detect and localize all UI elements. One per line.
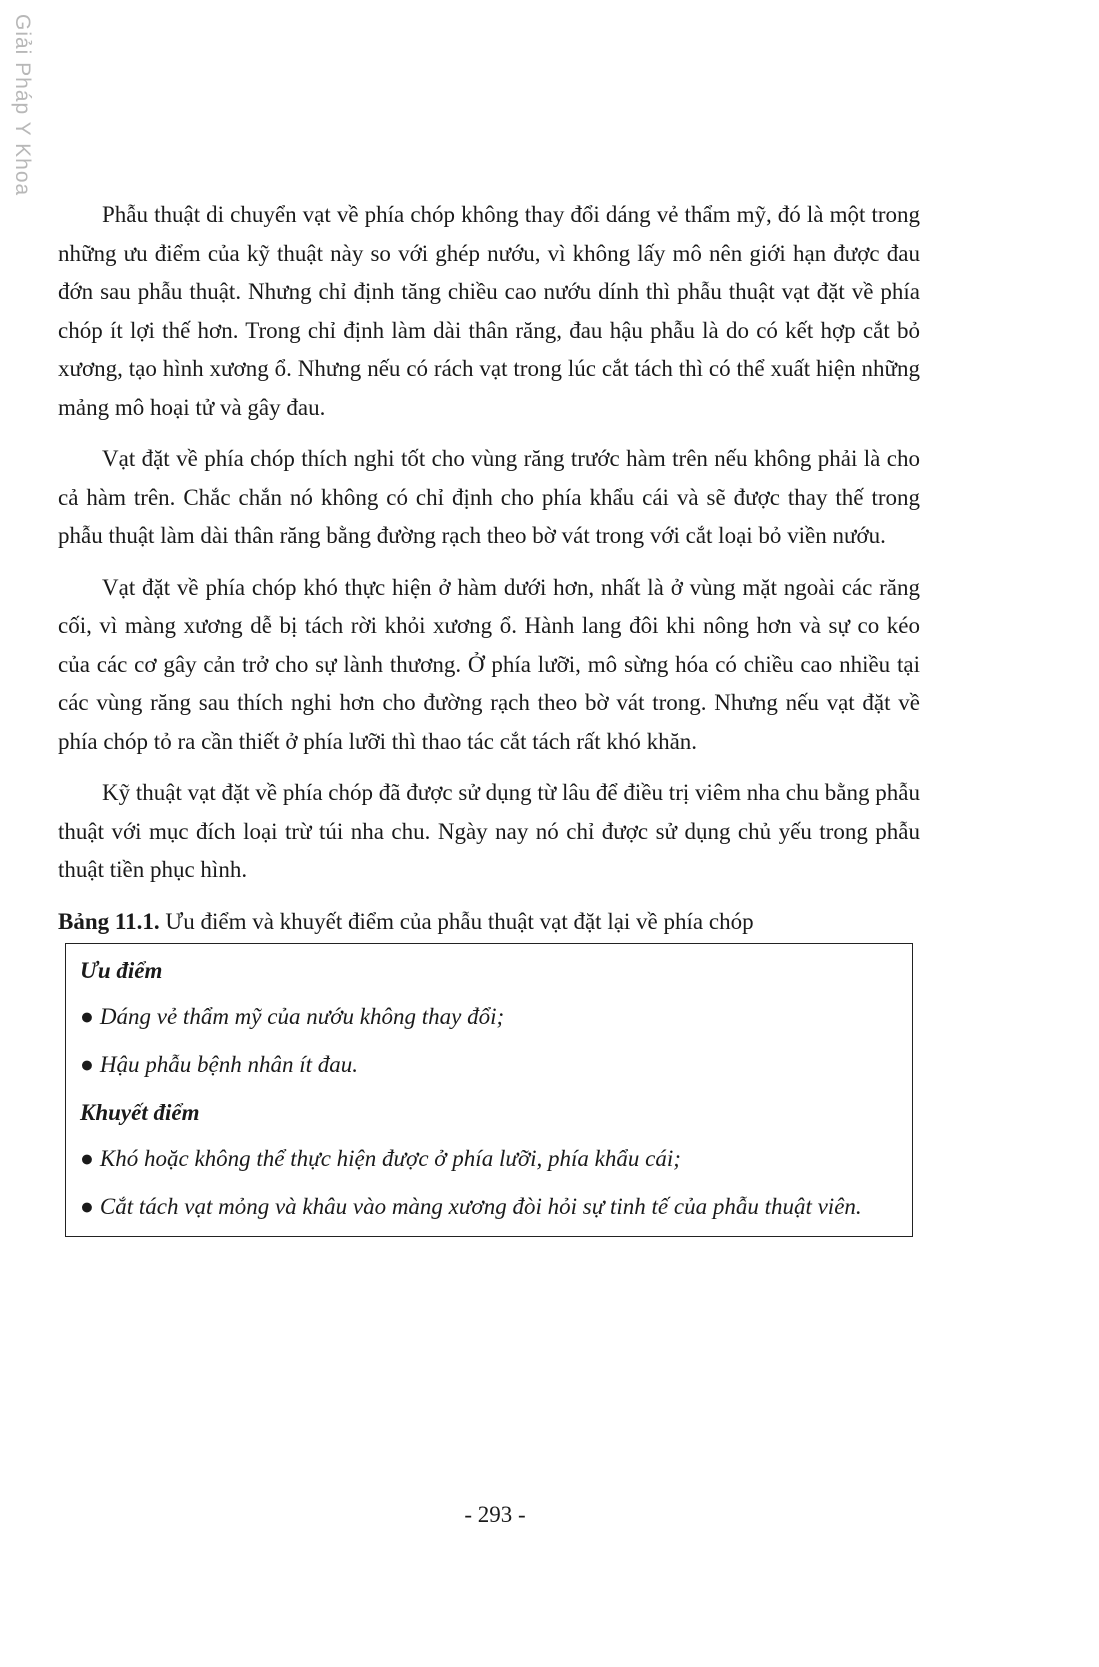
page-content	[58, 196, 920, 1237]
watermark: Giải Pháp Y Khoa	[11, 14, 34, 197]
advantage-item	[80, 1000, 898, 1034]
table-caption-label: Bảng 11.1.	[58, 908, 160, 934]
disadvantage-item	[80, 1142, 898, 1176]
table-caption-text: Ưu điểm và khuyết điểm của phẫu thuật vạt đặt lại về phía chóp	[159, 908, 754, 934]
paragraph: Kỹ thuật vạt đặt về phía chóp đã được sử dụng từ lâu để điều trị viêm nha chu bằng phẫu thuật với mục đích loại trừ túi nha chu. Ngày nay nó chỉ được sử dụng chủ yếu trong phẫu thuật tiền phục hình.	[58, 780, 920, 882]
paragraph: Vạt đặt về phía chóp thích nghi tốt cho vùng răng trước hàm trên nếu không phải là cho cả hàm trên. Chắc chắn nó không có chỉ định cho phía khẩu cái và sẽ được thay thế trong phẫu thuật làm dài thân răng bằng đường rạch theo bờ vát trong với cắt loại bỏ viền nướu.	[58, 446, 920, 548]
paragraph: Phẫu thuật di chuyển vạt về phía chóp không thay đổi dáng vẻ thẩm mỹ, đó là một trong những ưu điểm của kỹ thuật này so với ghép nướu, vì không lấy mô nên giới hạn được đau đớn sau phẫu thuật. Nhưng chỉ định tăng chiều cao nướu dính thì phẫu thuật vạt đặt về phía chóp ít lợi thế hơn. Trong chỉ định làm dài thân răng, đau hậu phẫu là do có kết hợp cắt bỏ xương, tạo hình xương ổ. Nhưng nếu có rách vạt trong lúc cắt tách thì có thể xuất hiện những mảng mô hoại tử và gây đau.	[58, 202, 920, 420]
bullet-icon: ●	[80, 1003, 94, 1029]
disadvantage-text: Khó hoặc không thể thực hiện được ở phía lưỡi, phía khẩu cái;	[99, 1145, 681, 1171]
advantage-text: Dáng vẻ thẩm mỹ của nướu không thay đổi;	[99, 1003, 505, 1029]
table-caption	[58, 903, 920, 941]
bullet-icon: ●	[80, 1145, 94, 1171]
advantages-disadvantages-table	[65, 943, 913, 1237]
bullet-icon: ●	[80, 1051, 94, 1077]
disadvantage-text: Cắt tách vạt mỏng và khâu vào màng xương đòi hỏi sự tinh tế của phẫu thuật viên.	[99, 1193, 862, 1219]
advantage-item	[80, 1048, 898, 1082]
paragraph: Vạt đặt về phía chóp khó thực hiện ở hàm dưới hơn, nhất là ở vùng mặt ngoài các răng cối, vì màng xương dễ bị tách rời khỏi xương ổ. Hành lang đôi khi nông hơn và sự co kéo của các cơ gây cản trở cho sự lành thương. Ở phía lưỡi, mô sừng hóa có chiều cao nhiều tại các vùng răng sau thích nghi hơn cho đường rạch theo bờ vát trong. Nhưng nếu vạt đặt về phía chóp tỏ ra cần thiết ở phía lưỡi thì thao tác cắt tách rất khó khăn.	[58, 574, 920, 754]
page-number: - 293 -	[464, 1502, 526, 1527]
bullet-icon: ●	[80, 1193, 94, 1219]
advantages-heading: Ưu điểm	[80, 957, 163, 983]
disadvantage-item	[80, 1190, 898, 1224]
advantage-text: Hậu phẫu bệnh nhân ít đau.	[99, 1051, 359, 1077]
disadvantages-heading: Khuyết điểm	[80, 1099, 200, 1125]
